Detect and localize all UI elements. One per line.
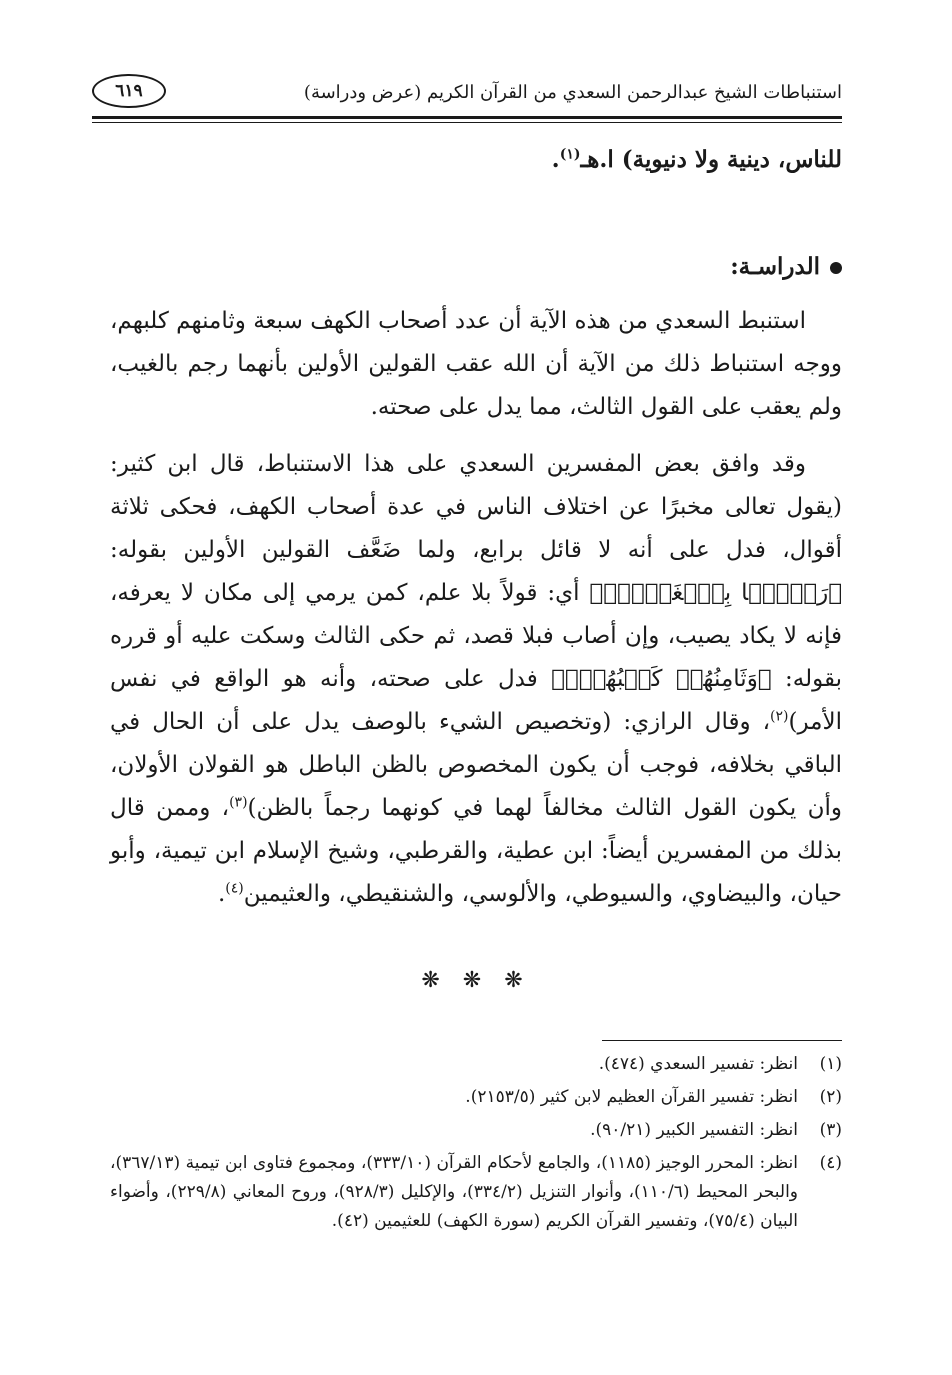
body-text <box>110 138 842 930</box>
section-heading <box>110 245 842 288</box>
paragraph <box>110 300 842 429</box>
running-title: استنباطات الشيخ عبدالرحمن السعدي من القرآن الكريم (عرض ودراسة) <box>303 82 842 103</box>
section-separator: ❋ ❋ ❋ <box>421 968 531 993</box>
header-rule-thin <box>92 122 842 123</box>
bullet-icon <box>830 262 842 274</box>
footnote <box>110 1116 842 1145</box>
footnote <box>110 1050 842 1079</box>
continuation-line <box>110 138 842 181</box>
page-header <box>92 72 842 112</box>
footnote-number: (١) <box>819 1054 842 1074</box>
paragraph-text: وقد وافق بعض المفسرين السعدي على هذا الاستنباط، قال ابن كثير: (يقول تعالى مخبرًا عن اختلاف الناس في عدة أصحاب الكهف، فحكى ثلاثة أقوال، فدل على أنه لا قائل برابع، ولما ضَعَّف القولين الأولين بقوله: ﴿رَجۡمَۢا بِٱلۡغَيۡبِۖ﴾ أي: قولاً بلا علم، كمن يرمي إلى مكان لا يعرفه، فإنه لا يكاد يصيب، وإن أصاب فبلا قصد، ثم حكى الثالث وسكت عليه أو قرره بقوله: ﴿وَثَامِنُهُمۡ كَلۡبُهُمۡۚ﴾ فدل على صحته، وأنه هو الواقع في نفس الأمر) <box>110 451 842 735</box>
footnote-text: انظر: تفسير القرآن العظيم لابن كثير (٢١٥٣/٥). <box>465 1087 798 1107</box>
footnote-ref: (٣) <box>229 794 248 811</box>
footnote <box>110 1149 842 1236</box>
footnote-ref: (٢) <box>770 708 789 725</box>
paragraph-text: . <box>217 881 226 907</box>
footnote-ref: (١) <box>559 146 581 163</box>
footnote-rule <box>602 1040 842 1041</box>
paragraph <box>110 443 842 916</box>
footnote-text: انظر: تفسير السعدي (٤٧٤). <box>598 1054 798 1074</box>
footnote-number: (٣) <box>819 1120 842 1140</box>
paragraph-text: ، وقال الرازي: (وتخصيص الشيء بالوصف يدل على أن الحال في الباقي بخلافه، فوجب أن يكون المخصوص بالظن الباطل هو القولان الأولان، وأن يكون القول الثالث مخالفاً لهما في كونهما رجماً بالظن) <box>110 709 842 821</box>
page-number-badge: ٦١٩ <box>92 74 166 108</box>
header-rule-thick <box>92 116 842 119</box>
footnote <box>110 1083 842 1112</box>
paragraph-text: استنبط السعدي من هذه الآية أن عدد أصحاب الكهف سبعة وثامنهم كلبهم، ووجه استنباط ذلك من الآية أن الله عقب القولين الأولين بأنهما رجم بالغيب، ولم يعقب على القول الثالث، مما يدل على صحته. <box>110 308 842 420</box>
paragraphs <box>110 300 842 916</box>
footnote-ref: (٤) <box>225 880 244 897</box>
footnote-number: (٢) <box>819 1087 842 1107</box>
footnote-number: (٤) <box>819 1153 842 1173</box>
paragraph-text: ، وممن قال بذلك من المفسرين أيضاً: ابن عطية، والقرطبي، وشيخ الإسلام ابن تيمية، وأبو حيان، والبيضاوي، والسيوطي، والألوسي، والشنقيطي، والعثيمين <box>110 795 842 907</box>
footnote-text: انظر: المحرر الوجيز (١١٨٥)، والجامع لأحكام القرآن (٣٣٣/١٠)، ومجموع فتاوى ابن تيمية (٣٦٧/١٣)، والبحر المحيط (١١٠/٦)، وأنوار التنزيل (٣٣٤/٢)، والإكليل (٩٢٨/٣)، وروح المعاني (٢٢٩/٨)، وأضواء البيان (٧٥/٤)، وتفسير القرآن الكريم (سورة الكهف) للعثيمين (٤٢). <box>110 1153 799 1231</box>
footnotes <box>110 1050 842 1240</box>
section-heading-text: الدراسـة: <box>730 253 820 280</box>
continuation-text: للناس، دينية ولا دنيوية) ا.هـ <box>580 146 842 173</box>
footnote-text: انظر: التفسير الكبير (٩٠/٢١). <box>590 1120 798 1140</box>
continuation-end: . <box>551 146 560 173</box>
